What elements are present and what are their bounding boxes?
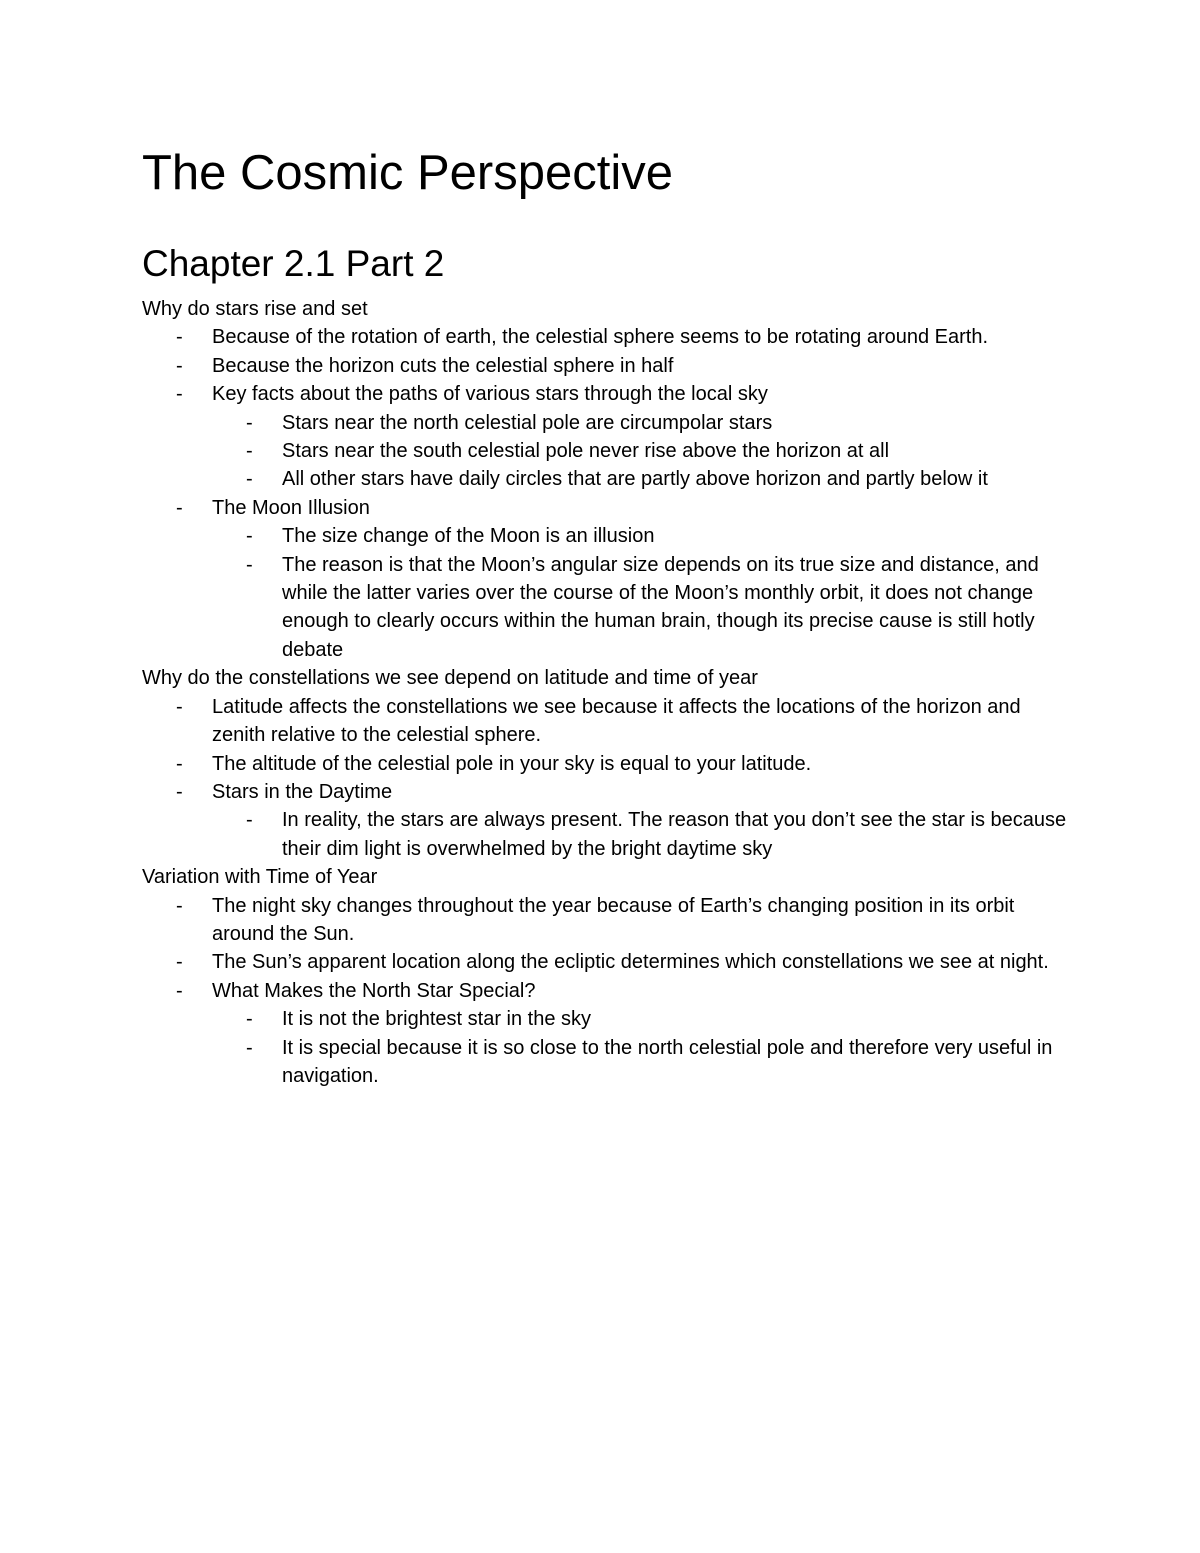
list-item-text: Because of the rotation of earth, the celestial sphere seems to be rotating around Earth. <box>212 326 989 349</box>
bullet-dash: - <box>176 326 183 349</box>
notes-body <box>142 295 1072 1090</box>
list-item-text: The night sky changes throughout the year because of Earth’s changing position in its orbit around the Sun. <box>212 894 1015 945</box>
list-item-text: The Sun’s apparent location along the ecliptic determines which constellations we see at night. <box>212 951 1049 974</box>
list-item-text: The Moon Illusion <box>212 496 370 519</box>
bullet-dash: - <box>176 979 183 1002</box>
list-item-text: Key facts about the paths of various stars through the local sky <box>212 383 768 406</box>
list-item <box>142 494 1072 664</box>
bullet-dash: - <box>176 695 183 718</box>
bullet-dash: - <box>246 468 253 491</box>
sub-list-item-text: It is special because it is so close to the north celestial pole and therefore very useful in navigation. <box>282 1036 1053 1087</box>
bullet-dash: - <box>176 894 183 917</box>
sub-bullet-list <box>212 409 1072 494</box>
sub-list-item-text: In reality, the stars are always present. The reason that you don’t see the star is because their dim light is overwhelmed by the bright daytime sky <box>282 809 1067 860</box>
bullet-dash: - <box>246 440 253 463</box>
bullet-dash: - <box>246 1008 253 1031</box>
bullet-dash: - <box>246 525 253 548</box>
list-item <box>142 892 1072 949</box>
sub-list-item-text: Stars near the north celestial pole are circumpolar stars <box>282 411 773 434</box>
list-item-text: Because the horizon cuts the celestial sphere in half <box>212 354 674 377</box>
list-item-text: Stars in the Daytime <box>212 780 393 803</box>
list-item <box>142 750 1072 778</box>
list-item <box>142 352 1072 380</box>
sub-list-item <box>212 522 1072 550</box>
bullet-dash: - <box>176 496 183 519</box>
sub-list-item <box>212 551 1072 665</box>
bullet-list <box>142 693 1072 863</box>
bullet-dash: - <box>246 1036 253 1059</box>
sub-list-item <box>212 1005 1072 1033</box>
bullet-dash: - <box>176 780 183 803</box>
sub-bullet-list <box>212 806 1072 863</box>
sub-list-item-text: It is not the brightest star in the sky <box>282 1008 592 1031</box>
bullet-dash: - <box>176 383 183 406</box>
list-item <box>142 323 1072 351</box>
bullet-list <box>142 892 1072 1091</box>
list-item-text: What Makes the North Star Special? <box>212 979 536 1002</box>
section-heading: Why do stars rise and set <box>142 298 368 320</box>
sub-list-item-text: The reason is that the Moon’s angular size depends on its true size and distance, and while the latter varies over the course of the Moon’s monthly orbit, it does not change enough to clearly occurs within the human brain, though its precise cause is still hotly debate <box>282 553 1039 661</box>
section-heading: Variation with Time of Year <box>142 866 378 889</box>
sub-list-item <box>212 409 1072 437</box>
bullet-list <box>142 323 1072 664</box>
list-item <box>142 977 1072 1091</box>
sub-list-item <box>212 806 1072 863</box>
bullet-dash: - <box>246 809 253 832</box>
chapter-heading: Chapter 2.1 Part 2 <box>142 243 445 284</box>
sub-list-item <box>212 465 1072 493</box>
sub-list-item <box>212 437 1072 465</box>
list-item <box>142 948 1072 976</box>
bullet-dash: - <box>246 411 253 434</box>
list-item <box>142 380 1072 494</box>
section-heading: Why do the constellations we see depend on latitude and time of year <box>142 667 758 690</box>
sub-list-item-text: The size change of the Moon is an illusion <box>282 525 655 548</box>
list-item-text: Latitude affects the constellations we see because it affects the locations of the horizon and zenith relative to the celestial sphere. <box>212 695 1021 747</box>
document-title: The Cosmic Perspective <box>142 146 674 200</box>
list-item <box>142 778 1072 863</box>
bullet-dash: - <box>246 553 253 576</box>
sub-bullet-list <box>212 522 1072 664</box>
sub-bullet-list <box>212 1005 1072 1090</box>
bullet-dash: - <box>176 951 183 974</box>
sub-list-item-text: Stars near the south celestial pole never rise above the horizon at all <box>282 440 890 463</box>
sub-list-item <box>212 1034 1072 1091</box>
list-item-text: The altitude of the celestial pole in your sky is equal to your latitude. <box>212 752 812 775</box>
bullet-dash: - <box>176 354 183 377</box>
list-item <box>142 693 1072 750</box>
sub-list-item-text: All other stars have daily circles that are partly above horizon and partly below it <box>282 468 988 491</box>
bullet-dash: - <box>176 752 183 775</box>
